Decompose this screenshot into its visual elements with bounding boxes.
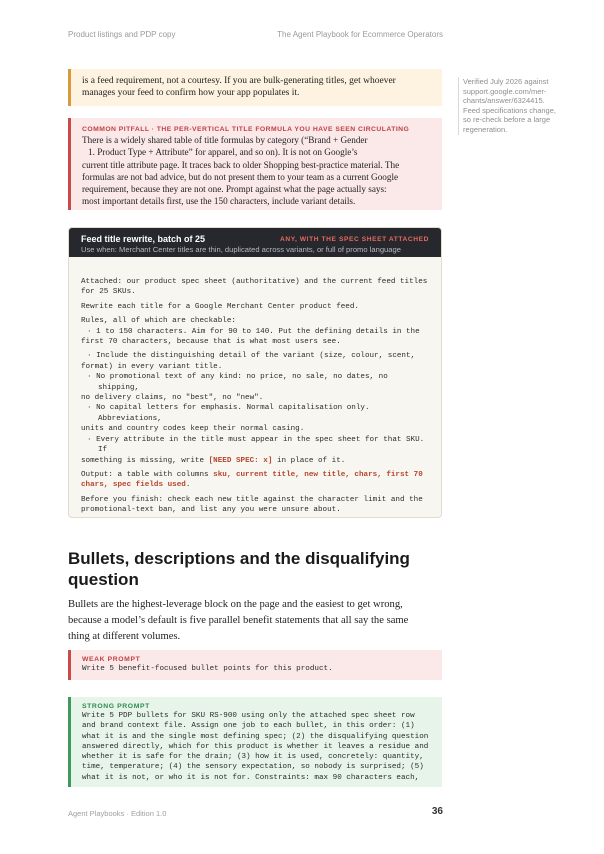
verification-side-note <box>458 77 586 135</box>
side-note-line: Feed specifications change, <box>463 105 556 115</box>
strong-prompt-line: answered directly, which for this product is whether it leaves a residue and <box>82 742 429 751</box>
need-spec-placeholder: [NEED SPEC: x] <box>208 456 273 465</box>
strong-prompt-text <box>82 711 432 783</box>
strong-prompt-line: time, temperature; (4) the sensory expectation, so nobody is surprised; (5) <box>82 763 424 772</box>
code-text: . <box>185 481 191 490</box>
code-line: Abbreviations, <box>98 414 162 423</box>
prompt-card-tag: ANY, WITH THE SPEC SHEET ATTACHED <box>280 236 429 243</box>
strong-prompt-line: whether it is safe for the drain; (3) how it is used, concretely: quantity, <box>82 753 424 762</box>
heading-line: Bullets, descriptions and the disqualifying <box>68 549 410 568</box>
side-note-line: Verified July 2026 against <box>463 77 549 86</box>
strong-prompt-label: STRONG PROMPT <box>82 703 150 710</box>
finish-check <box>81 495 433 516</box>
code-line: If <box>98 446 108 455</box>
strong-prompt-box <box>68 697 442 787</box>
rule-1 <box>81 327 433 348</box>
output-spec <box>81 470 433 491</box>
footer-edition: Agent Playbooks · Edition 1.0 <box>68 809 167 818</box>
pitfall-line: requirement, because they are not one. Prompt against what the page actually says: <box>82 184 387 195</box>
callout-line: manages your feed to confirm how your app populates it. <box>82 88 300 99</box>
strong-prompt-line: and brand context file. Assign one job to each bullet, in this order: (1) <box>82 722 415 731</box>
pitfall-line: 1. Product Type + Attribute” for apparel, and so on). It is not on Google’s <box>88 147 358 158</box>
weak-prompt-box <box>68 650 442 680</box>
side-note-line: chants/answer/6324415. <box>463 96 545 106</box>
paragraph-line: Bullets are the highest-leverage block on the page and the easiest to get wrong, <box>68 599 403 610</box>
rule-5 <box>81 435 433 466</box>
pitfall-body <box>82 134 432 208</box>
code-line: · 1 to 150 characters. Aim for 90 to 140. Put the defining details in the <box>87 327 420 336</box>
callout-line: is a feed requirement, not a courtesy. If you are bulk-generating titles, get whoever <box>82 76 396 86</box>
prompt-card-header <box>69 228 441 257</box>
code-line: first 70 characters, because that is what most users see. <box>81 338 341 347</box>
code-line: for 25 SKUs. <box>81 288 136 297</box>
feed-title-prompt-card <box>68 227 442 518</box>
code-line <box>81 470 433 480</box>
side-note-line: regeneration. <box>463 124 508 134</box>
heading-line: question <box>68 570 139 589</box>
paragraph-line: because a model’s default is five parallel benefit statements that all say the same <box>68 614 409 626</box>
weak-prompt-label: WEAK PROMPT <box>82 656 141 663</box>
prompt-card-title: Feed title rewrite, batch of 25 <box>81 234 206 244</box>
common-pitfall-box <box>68 118 442 210</box>
code-line: Before you finish: check each new title against the character limit and the <box>81 495 423 504</box>
page-footer <box>68 806 443 820</box>
code-line: · Every attribute in the title must appear in the spec sheet for that SKU. <box>87 435 425 444</box>
header-book-title: The Agent Playbook for Ecommerce Operators <box>277 30 443 39</box>
output-columns: chars, spec fields used <box>81 481 186 490</box>
pitfall-line: formulas are not bad advice, but do not present them to your team as a current Google <box>82 171 399 182</box>
attached-block <box>81 277 433 298</box>
code-line: promotional-text ban, and list any you were unsure about. <box>81 506 341 515</box>
pitfall-line: There is a widely shared table of title formulas by category (“Brand + Gender <box>82 135 368 145</box>
running-header <box>68 30 443 42</box>
code-text: in place of it. <box>272 456 346 465</box>
code-line: · No promotional text of any kind: no price, no sale, no dates, no <box>87 373 388 382</box>
weak-prompt-text: Write 5 benefit-focused bullet points for this product. <box>82 665 333 673</box>
side-note-line: so re-check before a large <box>463 115 551 125</box>
rule-4 <box>81 403 433 434</box>
code-text: Output: a table with columns <box>81 470 214 479</box>
side-note-line: support.google.com/mer- <box>463 86 547 96</box>
rewrite-line: Rewrite each title for a Google Merchant Center product feed. <box>81 302 359 311</box>
feed-requirement-callout <box>68 69 442 106</box>
strong-prompt-line: what it is not, or who it is not for. Constraints: max 90 characters each, <box>82 773 420 782</box>
code-line: Attached: our product spec sheet (authoritative) and the current feed titles <box>81 278 428 286</box>
code-line: · No capital letters for emphasis. Normal capitalisation only. <box>87 404 370 413</box>
section-paragraph <box>68 597 444 644</box>
code-text: something is missing, write <box>81 456 209 465</box>
code-line: · Include the distinguishing detail of the variant (size, colour, scent, <box>87 352 416 361</box>
output-columns: sku, current title, new title, chars, first 70 <box>213 470 423 479</box>
rule-3 <box>81 372 433 403</box>
rule-2 <box>81 351 433 372</box>
prompt-card-use-when: Use when: Merchant Center titles are thin, duplicated across variants, or full of promo language <box>81 245 401 254</box>
prompt-card-code <box>81 277 433 516</box>
pitfall-line: most important details first, use the 150 characters, include variant details. <box>82 196 356 207</box>
strong-prompt-line: Write 5 PDP bullets for SKU RS-900 using only the attached spec sheet row <box>82 712 415 720</box>
pitfall-label: COMMON PITFALL · THE PER-VERTICAL TITLE FORMULA YOU HAVE SEEN CIRCULATING <box>82 126 410 133</box>
pitfall-line: current title attribute page. It traces back to older Shopping best-practice material. The <box>82 159 400 170</box>
page-number: 36 <box>431 806 443 817</box>
code-line <box>81 456 433 466</box>
code-line <box>81 480 433 490</box>
section-heading <box>68 548 443 590</box>
code-line: no delivery claims, no "best", no "new". <box>81 394 264 403</box>
code-line: units and country codes keep their normal casing. <box>81 425 305 434</box>
strong-prompt-line: what it is and the single most defining spec; (2) the disqualifying question <box>82 732 429 741</box>
header-section-title: Product listings and PDP copy <box>68 30 176 39</box>
code-line: format) in every variant title. <box>81 362 223 371</box>
rules-intro: Rules, all of which are checkable: <box>81 317 236 326</box>
code-line: shipping, <box>98 383 140 392</box>
paragraph-line: thing at different volumes. <box>68 630 181 642</box>
